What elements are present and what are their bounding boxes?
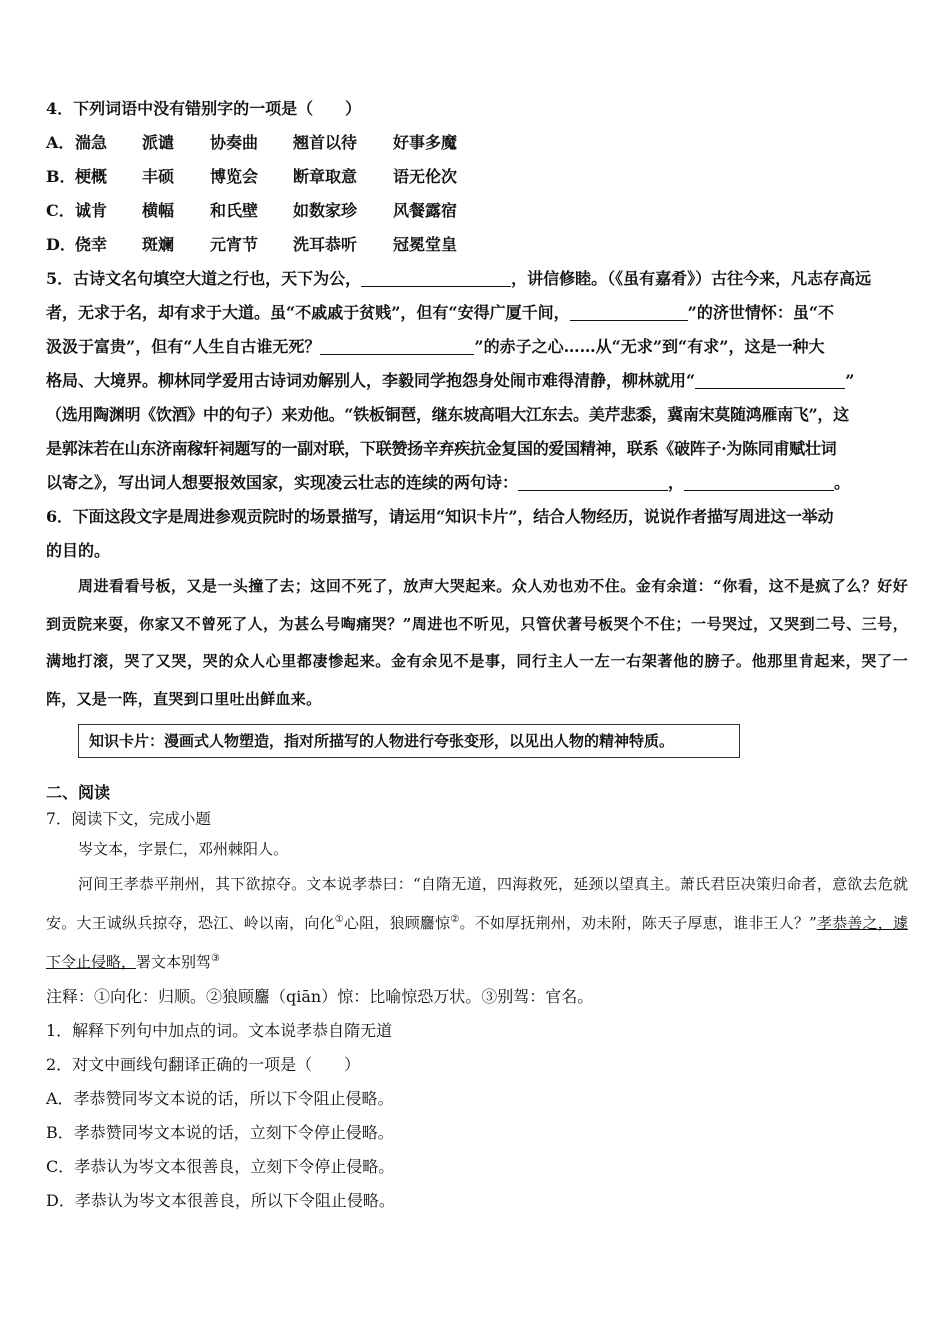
card-label: 知识卡片： [89, 732, 165, 750]
option-word: 好事多魔 [393, 133, 458, 152]
choice-b: B．孝恭赞同岑文本说的话，立刻下令停止侵略。 [46, 1123, 394, 1142]
option-word: 横幅 [142, 201, 175, 220]
card-text: 漫画式人物塑造，指对所描写的人物进行夸张变形，以见出人物的精神特质。 [164, 732, 675, 750]
q4-stem: 4．下列词语中没有错别字的一项是（ ） [46, 99, 362, 118]
option-letter: B． [46, 167, 76, 186]
text: 5．古诗文名句填空大道之行也，天下为公， [46, 269, 362, 288]
answer-blank[interactable] [684, 472, 834, 491]
notes: 注释：①向化：归顺。②狼顾麢（qiān）惊：比喻惊恐万状。③别驾：官名。 [46, 987, 594, 1006]
option-word: 派谴 [142, 133, 175, 152]
text: 格局、大境界。柳林同学爱用古诗词劝解别人，李毅同学抱怨身处闹市难得清静，柳林就用“ [46, 371, 696, 390]
option-letter: C． [46, 201, 75, 220]
q5-line [46, 466, 908, 500]
answer-blank[interactable] [320, 336, 474, 355]
q6-passage: 周进看看号板，又是一头撞了去；这回不死了，放声大哭起来。众人劝也劝不住。金有余道：“你看，这不是疯了么？好好到贡院来耍，你家又不曾死了人，为甚么号啕痛哭？”周进也不听见，只管伏著号板哭个不住；一号哭过，又哭到二号、三号，满地打滚，哭了又哭，哭的众人心里都凄惨起来。金有余见不是事，同行主人一左一右架著他的膀子。他那里肯起来，哭了一阵，又是一阵，直哭到口里吐出鲜血来。 [46, 577, 908, 708]
option-word: 翘首以待 [293, 133, 358, 152]
text: 以寄之》，写出词人想要报效国家，实现凌云壮志的连续的两句诗： [46, 473, 519, 492]
ancient-text-p2 [46, 867, 908, 980]
q4-option-c [46, 194, 908, 228]
q4-option-a [46, 126, 908, 160]
q6-stem-line1: 6．下面这段文字是周进参观贡院时的场景描写，请运用“知识卡片”，结合人物经历，说说作者描写周进这一举动 [46, 507, 834, 526]
text: 河间王孝恭平荆州，其下欲掠夺。文本说孝恭曰：“自隋无道，四海救死，延颈以望真主。萧氏君臣决策归命者，意欲去危就安。大王诚纵兵掠夺，恐江、岭以南，向化 [46, 875, 908, 932]
answer-blank[interactable] [695, 370, 845, 389]
text: 汲汲于富贵”，但有“人生自古谁无死？ [46, 337, 321, 356]
option-word: 和氏壁 [210, 201, 259, 220]
option-letter: A． [46, 133, 75, 152]
choice-d: D．孝恭认为岑文本很善良，所以下令阻止侵略。 [46, 1191, 395, 1210]
q5-line [46, 262, 908, 296]
underlined-sentence: 孝恭善之，遽下令止侵略， [46, 914, 908, 971]
footnote-mark: ② [450, 914, 460, 925]
answer-blank[interactable] [570, 302, 688, 321]
option-word: 如数家珍 [293, 201, 358, 220]
text: ，讲信修睦。（《虽有嘉肴》）古往今来，凡志存高远 [511, 269, 872, 288]
text: 。不如厚抚荆州，劝未附，陈天子厚恵，谁非王人？” [459, 914, 817, 932]
option-word: 侥幸 [75, 235, 108, 254]
answer-blank[interactable] [361, 268, 511, 287]
option-word: 博览会 [210, 167, 259, 186]
q5-line [46, 364, 908, 398]
option-word: 丰硕 [142, 167, 175, 186]
choice-c: C．孝恭认为岑文本很善良，立刻下令停止侵略。 [46, 1157, 395, 1176]
option-word: 湍急 [75, 133, 108, 152]
q5-fill-in [46, 262, 908, 500]
exam-page [46, 92, 908, 1218]
q5-line: 是郭沫若在山东济南稼轩祠题写的一副对联，下联赞扬辛弃疾抗金复国的爱国精神，联系《破阵子·为陈同甫赋壮词 [46, 439, 837, 458]
option-word: 元宵节 [210, 235, 259, 254]
q4-option-d [46, 228, 908, 262]
choice-a: A．孝恭赞同岑文本说的话，所以下令阻止侵略。 [46, 1089, 394, 1108]
footnote-mark: ③ [211, 953, 220, 964]
option-word: 协奏曲 [210, 133, 259, 152]
option-word: 斑斓 [142, 235, 175, 254]
ancient-text-p1: 岑文本，字景仁，邓州棘阳人。 [78, 840, 289, 858]
option-letter: D． [46, 235, 76, 254]
option-word: 梗概 [75, 167, 108, 186]
section-title: 二、阅读 [46, 783, 111, 802]
text: ”的赤子之心……从“无求”到“有求”，这是一种大 [474, 337, 825, 356]
answer-blank[interactable] [518, 472, 668, 491]
text: 者，无求于名，却有求于大道。虽“不戚戚于贫贱”，但有“安得广厦千间， [46, 303, 570, 322]
q5-line [46, 296, 908, 330]
option-word: 语无伦次 [393, 167, 458, 186]
q7-stem: 7．阅读下文，完成小题 [46, 810, 211, 828]
option-word: 冠冕堂皇 [393, 235, 458, 254]
text: 心阻，狼顾麢惊 [343, 914, 451, 932]
q5-line: （选用陶渊明《饮酒》中的句子）来劝他。“铁板铜琶，继东坡高唱大江东去。美芹悲黍，冀南宋莫随鸿雁南飞”，这 [46, 405, 849, 424]
option-word: 风餐露宿 [393, 201, 458, 220]
footnote-mark: ① [334, 914, 344, 925]
sub-question-1: 1．解释下列句中加点的词。文本说孝恭自隋无道 [46, 1021, 393, 1040]
q6-stem-line2: 的目的。 [46, 541, 111, 560]
text: 署文本别驾 [136, 953, 212, 971]
knowledge-card [78, 724, 740, 758]
option-word: 洗耳恭听 [293, 235, 358, 254]
text: ， [668, 473, 685, 492]
q4-option-b [46, 160, 908, 194]
option-word: 诚肯 [75, 201, 108, 220]
option-word: 断章取意 [293, 167, 358, 186]
sub-question-2: 2．对文中画线句翻译正确的一项是（ ） [46, 1055, 361, 1074]
text: ” [845, 371, 855, 390]
text: ”的济世情怀：虽“不 [687, 303, 835, 322]
q5-line [46, 330, 908, 364]
text: 。 [834, 473, 851, 492]
